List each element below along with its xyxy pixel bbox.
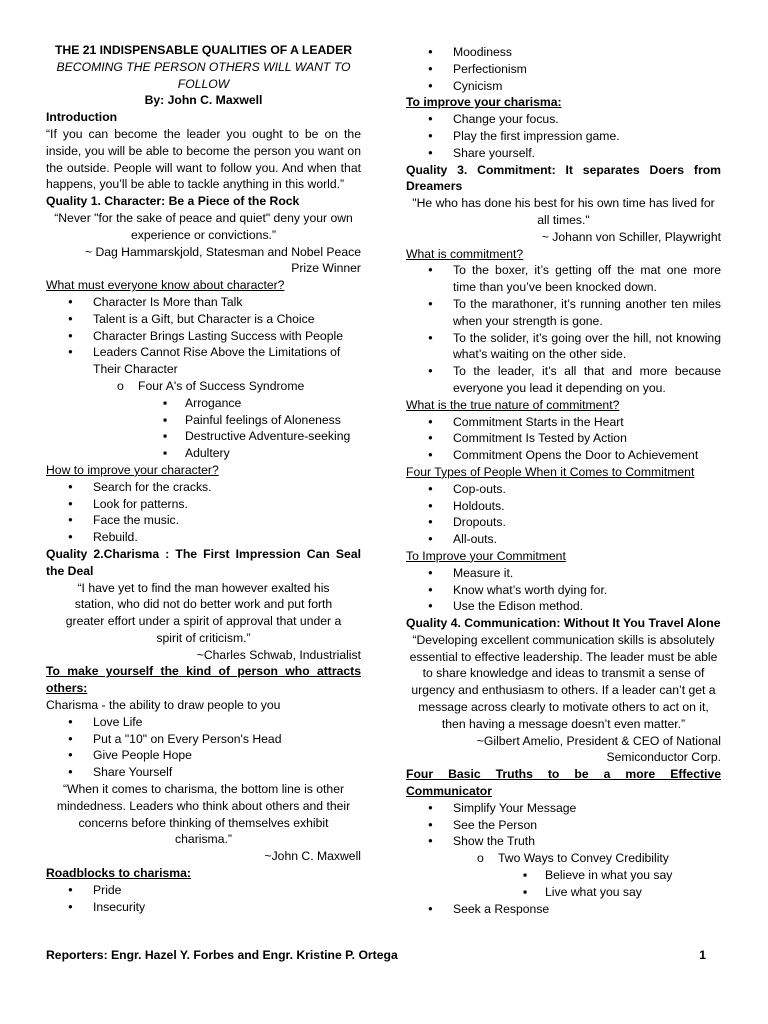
q2-quote2: “When it comes to charisma, the bottom line is other mindedness. Leaders who think about others and their concerns before thinking of themselves exhibit charisma.” <box>56 782 351 847</box>
list-item: ● Moodiness <box>406 44 721 61</box>
q2-improve-list <box>406 111 721 161</box>
q4-quote: “Developing excellent communication skills is absolutely essential to effective leadership. The leader must be able to share knowledge and ideas to transmit a sense of urgency and enthusiasm to others. If a leader can’t get a message across clearly to motivate others to act on it, then having a message doesn’t even matter.” <box>409 632 718 731</box>
list-item: ● Cynicism <box>406 78 721 95</box>
q4-sub1: Four Basic Truths to be a more Effective Communicator <box>406 767 721 799</box>
list-item: ● To the boxer, it’s getting off the mat one more time than you’ve been knocked down. <box>406 262 721 296</box>
q2-definition: Charisma - the ability to draw people to you <box>46 698 281 713</box>
q1-attribution: ~ Dag Hammarskjold, Statesman and Nobel Peace Prize Winner <box>84 244 361 276</box>
q2-sub1: To make yourself the kind of person who attracts others: <box>46 664 361 696</box>
list-item: ● Perfectionism <box>406 61 721 78</box>
list-item: ● Pride <box>46 882 361 899</box>
q3-improve-list <box>406 565 721 615</box>
list-item: ● Simplify Your Message <box>406 800 721 817</box>
q3-list <box>406 262 721 396</box>
list-item: ● Love Life <box>46 714 361 731</box>
list-item: ● Know what’s worth dying for. <box>406 582 721 599</box>
q2-quote: “I have yet to find the man however exalted his station, who did not do better work and put forth greater effort under a spirit of approval that under a spirit of criticism.” <box>65 580 342 645</box>
list-item: ● Search for the cracks. <box>46 479 361 496</box>
list-item: ● To the leader, it’s all that and more because everyone you lead it depending on you. <box>406 363 721 397</box>
list-subsubitem: ▪ Destructive Adventure-seeking <box>46 428 361 445</box>
list-item: ● Commitment Is Tested by Action <box>406 430 721 447</box>
q2-list <box>46 714 361 781</box>
q1-improve-list <box>46 479 361 546</box>
q2-heading: Quality 2.Charisma : The First Impression Can Seal the Deal <box>46 546 361 578</box>
list-subitem: o Four A's of Success Syndrome <box>46 378 361 395</box>
q3-sub3: Four Types of People When it Comes to Commitment <box>406 464 695 479</box>
q2-attribution: ~Charles Schwab, Industrialist <box>196 647 361 662</box>
list-item: ● To the marathoner, it’s running another ten miles when your strength is gone. <box>406 296 721 330</box>
list-item: ● Cop-outs. <box>406 481 721 498</box>
q3-sub1: What is commitment? <box>406 246 524 261</box>
footer-reporters: Reporters: Engr. Hazel Y. Forbes and Engr. Kristine P. Ortega <box>46 948 398 962</box>
list-subsubitem: ▪ Painful feelings of Aloneness <box>46 412 361 429</box>
list-item: ● All-outs. <box>406 531 721 548</box>
list-item: ● Seek a Response <box>406 901 721 918</box>
q3-sub2: What is the true nature of commitment? <box>406 397 620 412</box>
list-item: ● Insecurity <box>46 899 361 916</box>
list-item: ● Character Is More than Talk <box>46 294 361 311</box>
list-item: ● Look for patterns. <box>46 496 361 513</box>
q4-heading: Quality 4. Communication: Without It You Travel Alone <box>406 616 721 631</box>
list-item: ● Share yourself. <box>406 145 721 162</box>
doc-author: By: John C. Maxwell <box>144 93 263 108</box>
doc-subtitle: BECOMING THE PERSON OTHERS WILL WANT TO FOLLOW <box>56 59 351 91</box>
q1-heading: Quality 1. Character: Be a Piece of the Rock <box>46 194 300 209</box>
list-item: ● Show the Truth <box>406 833 721 850</box>
left-column <box>46 42 361 915</box>
q2-sub2: Roadblocks to charisma: <box>46 866 191 881</box>
right-column <box>406 44 721 917</box>
list-item: ● Talent is a Gift, but Character is a Choice <box>46 311 361 328</box>
q1-quote: “Never "for the sake of peace and quiet" deny your own experience or convictions.” <box>54 210 353 242</box>
list-item: ● Measure it. <box>406 565 721 582</box>
q2-sub3: To improve your charisma: <box>406 95 562 110</box>
list-item: ● Commitment Starts in the Heart <box>406 414 721 431</box>
page-number: 1 <box>699 948 706 962</box>
intro-text: “If you can become the leader you ought to be on the inside, you will be able to become the person you want on the outside. People will want to follow you. And when that happens, you’ll be able to tackle anything in this world.” <box>46 126 361 192</box>
list-item: ● Character Brings Lasting Success with People <box>46 328 361 345</box>
list-item: ● Share Yourself <box>46 764 361 781</box>
q2-attribution2: ~John C. Maxwell <box>264 849 361 864</box>
list-subsubitem: ▪ Adultery <box>46 445 361 462</box>
list-item: ● Holdouts. <box>406 498 721 515</box>
list-item: ● Commitment Opens the Door to Achievement <box>406 447 721 464</box>
q4-list <box>406 800 721 918</box>
list-item: ● Put a "10" on Every Person's Head <box>46 731 361 748</box>
intro-heading: Introduction <box>46 110 118 125</box>
list-item: ● Rebuild. <box>46 529 361 546</box>
q3-sub4: To Improve your Commitment <box>406 548 566 563</box>
q3-heading: Quality 3. Commitment: It separates Doers from Dreamers <box>406 162 721 194</box>
q2-roadblocks-list-b <box>406 44 721 94</box>
q1-list <box>46 294 361 462</box>
list-item: ● Give People Hope <box>46 747 361 764</box>
list-item: ● Leaders Cannot Rise Above the Limitations of Their Character <box>46 344 361 378</box>
list-item: ● Dropouts. <box>406 514 721 531</box>
page-footer <box>46 947 706 964</box>
q3-quote: "He who has done his best for his own time has lived for all times." <box>412 196 715 227</box>
list-item: ● See the Person <box>406 817 721 834</box>
q4-attribution: ~Gilbert Amelio, President & CEO of National Semiconductor Corp. <box>476 733 721 765</box>
doc-title: THE 21 INDISPENSABLE QUALITIES OF A LEADER <box>54 43 353 57</box>
list-subitem: o Two Ways to Convey Credibility <box>406 850 721 867</box>
q3-types-list <box>406 481 721 548</box>
list-item: ● Face the music. <box>46 512 361 529</box>
list-item: ● Use the Edison method. <box>406 598 721 615</box>
q1-sub2: How to improve your character? <box>46 462 219 477</box>
list-subsubitem: ▪ Arrogance <box>46 395 361 412</box>
list-subsubitem: ▪ Live what you say <box>406 884 721 901</box>
q2-roadblocks-list-a <box>46 882 361 916</box>
list-item: ● Play the first impression game. <box>406 128 721 145</box>
list-item: ● To the solider, it’s going over the hill, not knowing what’s waiting on the other side. <box>406 330 721 364</box>
q1-sub1: What must everyone know about character? <box>46 278 285 293</box>
q3-nature-list <box>406 414 721 464</box>
q3-attribution: ~ Johann von Schiller, Playwright <box>541 229 721 244</box>
list-subsubitem: ▪ Believe in what you say <box>406 867 721 884</box>
list-item: ● Change your focus. <box>406 111 721 128</box>
